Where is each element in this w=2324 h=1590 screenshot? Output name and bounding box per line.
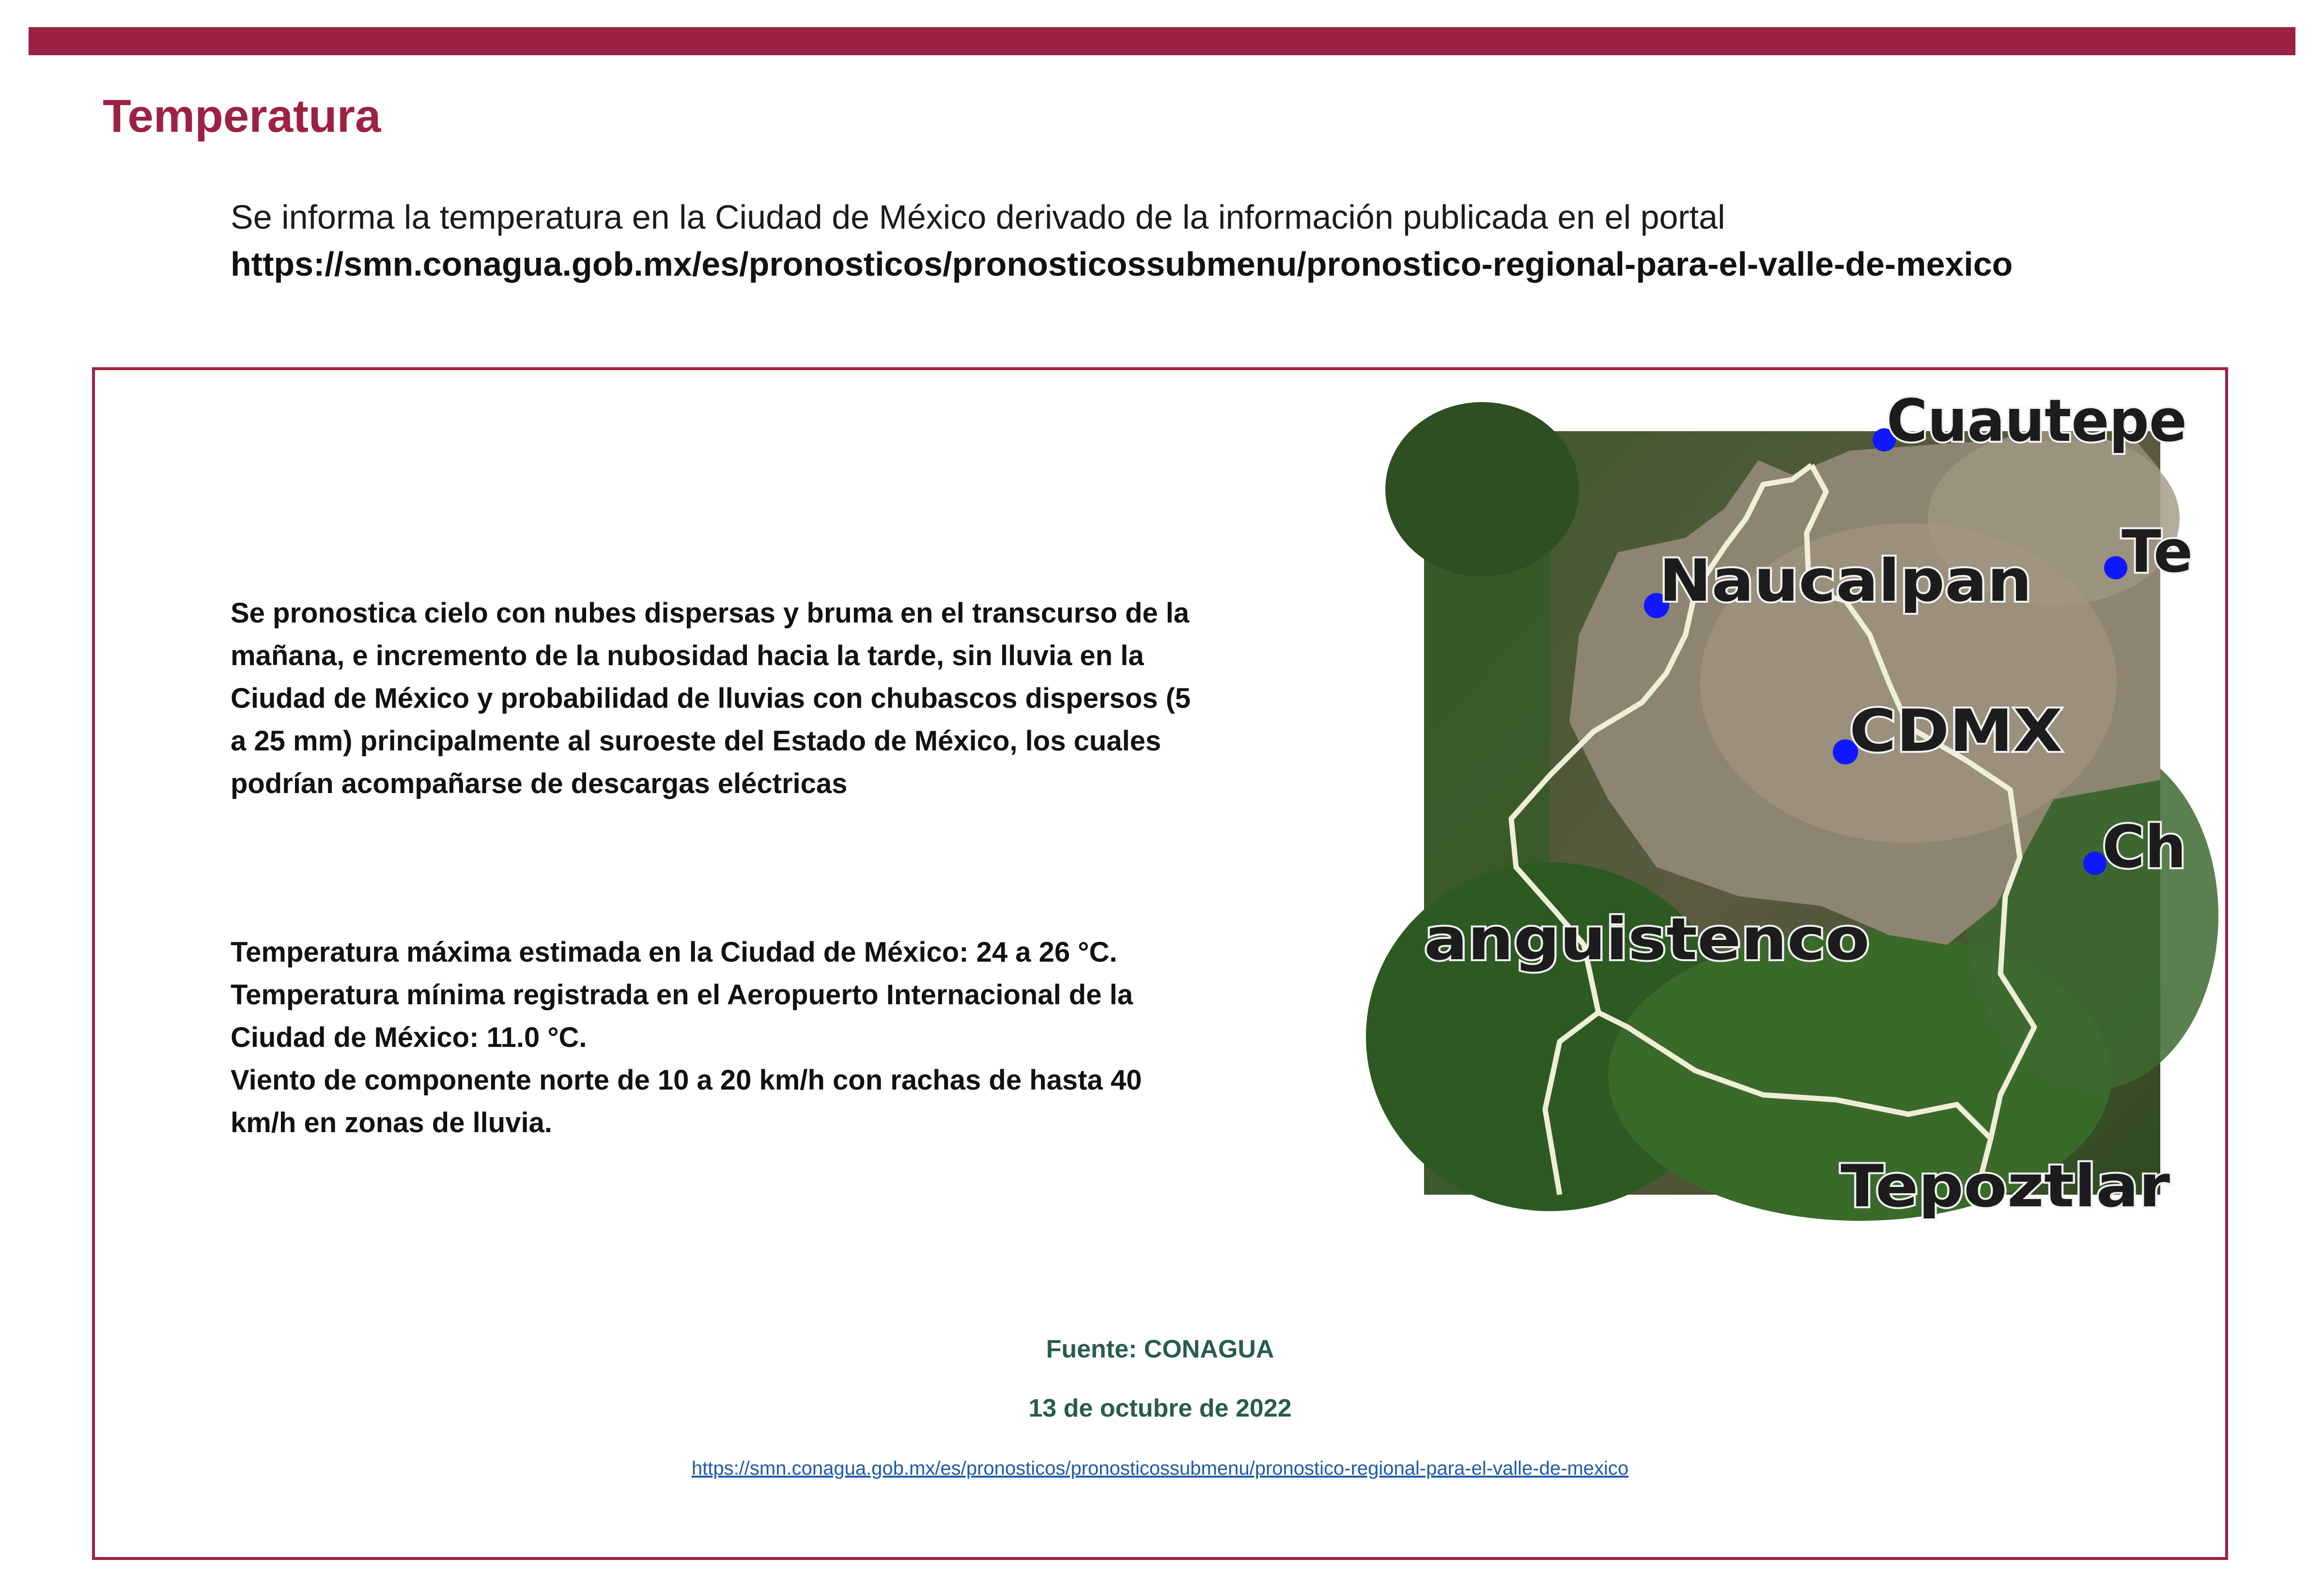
- satellite-map: [1424, 388, 2193, 1220]
- label-texcoco: Te: [2122, 518, 2193, 586]
- label-naucalpan: Naucalpan: [1659, 547, 2032, 615]
- wind-forecast: Viento de componente norte de 10 a 20 km/h con rachas de hasta 40 km/h en zonas de lluvia.: [231, 1064, 1142, 1138]
- label-cuautepec: Cuautepe: [1887, 388, 2187, 455]
- label-tepoztlan: Tepoztlar: [1841, 1153, 2170, 1220]
- vegetation-north: [1385, 402, 1579, 577]
- label-chalco: Ch: [2102, 814, 2186, 881]
- intro-paragraph: [231, 194, 2265, 288]
- source-link[interactable]: https://smn.conagua.gob.mx/es/pronosticos/pronosticossubmenu/pronostico-regional-para-el-valle-de-mexico: [691, 1458, 1629, 1479]
- source-date: 13 de octubre de 2022: [1028, 1394, 1292, 1422]
- forecast-description: Se pronostica cielo con nubes dispersas y bruma en el transcurso de la mañana, e incremento de la nubosidad hacia la tarde, sin lluvia en la Ciudad de México y probabilidad de lluvias con chubascos dispersos (5 a 25 mm) principalmente al suroeste del Estado de México, los cuales podrían acompañarse de descargas eléctricas: [231, 597, 1191, 799]
- page-title: Temperatura: [103, 90, 381, 142]
- max-temperature: Temperatura máxima estimada en la Ciudad de México: 24 a 26 °C.: [231, 936, 1117, 968]
- forecast-text: [231, 592, 1199, 1144]
- intro-url[interactable]: https://smn.conagua.gob.mx/es/pronosticos/pronosticossubmenu/pronostico-regional-para-el-valle-de-mexico: [231, 245, 2013, 283]
- label-tianguistenco: anguistenco: [1424, 906, 1870, 973]
- source-label: Fuente: CONAGUA: [1046, 1335, 1274, 1363]
- min-temperature: Temperatura mínima registrada en el Aeropuerto Internacional de la Ciudad de México: 11.0 °C.: [231, 979, 1133, 1053]
- header-bar: [29, 27, 2295, 55]
- intro-text: Se informa la temperatura en la Ciudad de México derivado de la información publicada en el portal: [231, 198, 1725, 236]
- label-cdmx: CDMX: [1849, 698, 2062, 765]
